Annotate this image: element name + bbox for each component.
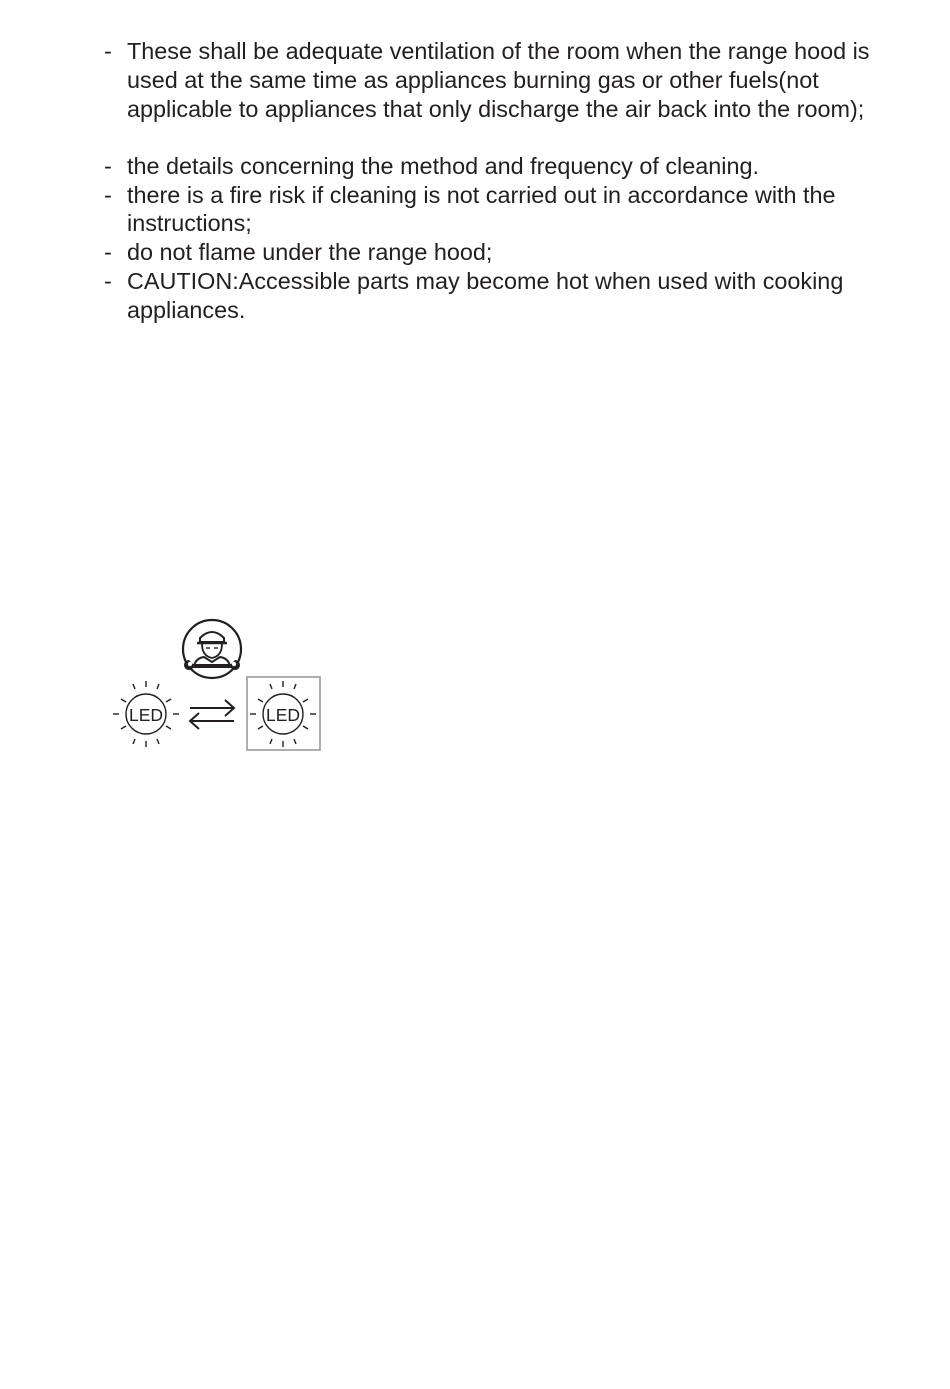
service-technician-icon [183,620,241,678]
warning-text: These shall be adequate ventilation of the room when the range hood is used at the same time as appliances burning gas or other fuels(not applicable to appliances that only discharge the air back into the room); [127,38,870,122]
bullet-dash: - [104,268,112,295]
warning-text: there is a fire risk if cleaning is not carried out in accordance with the instructions; [127,181,836,237]
warning-text: do not flame under the range hood; [127,239,493,266]
led-bulb-new-icon [247,677,320,750]
bullet-dash: - [104,152,112,179]
paragraph-gap [104,123,904,152]
led-right-label: LED [265,705,301,725]
led-left-label: LED [128,705,164,725]
led-replacement-figure [110,618,325,754]
warning-text: the details concerning the method and frequency of cleaning. [127,152,759,179]
bullet-dash: - [104,181,112,208]
led-replacement-diagram [110,618,325,754]
exchange-arrows-icon [190,700,234,729]
warning-item-fire-risk [104,181,904,239]
warning-text: CAUTION:Accessible parts may become hot when used with cooking appliances. [127,268,844,323]
warning-list [104,37,904,325]
led-bulb-old-icon [113,681,179,747]
warning-item-caution-hot [104,267,904,325]
bullet-dash: - [104,239,112,266]
warning-item-ventilation [104,37,904,123]
bullet-dash: - [104,38,112,64]
warning-item-cleaning-details [104,152,904,181]
warning-item-no-flame [104,238,904,267]
